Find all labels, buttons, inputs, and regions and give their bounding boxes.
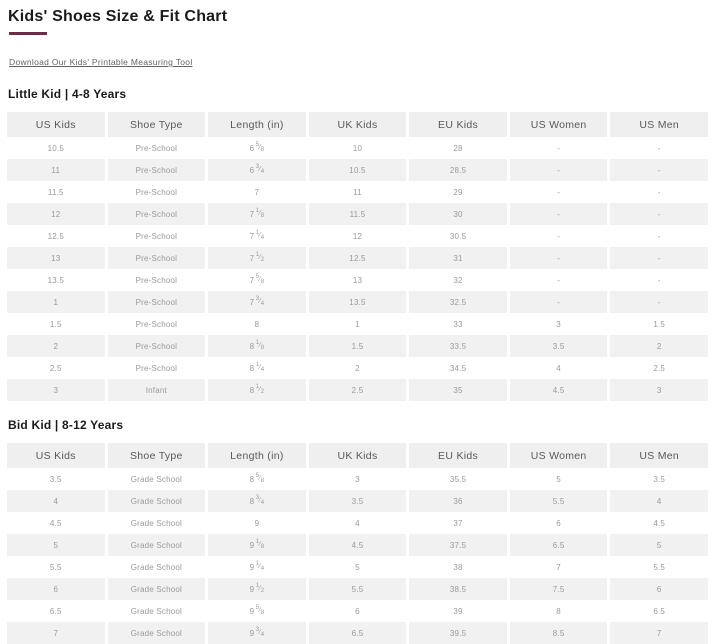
table-cell: - xyxy=(510,203,608,225)
header-cell: EU Kids xyxy=(409,443,507,468)
table-cell: Pre-School xyxy=(108,159,206,181)
table-cell: 12 xyxy=(7,203,105,225)
table-cell: Grade School xyxy=(108,622,206,644)
table-cell: 8 1 ⁄ 8 xyxy=(208,335,306,357)
table-cell: 7 xyxy=(610,622,708,644)
table-cell: 1 xyxy=(7,291,105,313)
table-cell: 3 xyxy=(7,379,105,401)
section-heading-little-kid: Little Kid | 4-8 Years xyxy=(8,87,127,101)
table-cell: 6.5 xyxy=(510,534,608,556)
table-cell: 6.5 xyxy=(610,600,708,622)
table-cell: 3.5 xyxy=(309,490,407,512)
table-cell: 3.5 xyxy=(610,468,708,490)
table-cell: Grade School xyxy=(108,468,206,490)
section-heading-big-kid: Bid Kid | 8-12 Years xyxy=(8,418,124,432)
table-cell: 2 xyxy=(610,335,708,357)
table-cell: 3 xyxy=(610,379,708,401)
table-cell: 10.5 xyxy=(309,159,407,181)
header-cell: EU Kids xyxy=(409,112,507,137)
table-cell: 28 xyxy=(409,137,507,159)
header-cell: US Men xyxy=(610,443,708,468)
table-cell: Infant xyxy=(108,379,206,401)
table-cell: 8.5 xyxy=(510,622,608,644)
header-cell: US Kids xyxy=(7,112,105,137)
header-cell: Shoe Type xyxy=(108,443,206,468)
table-cell: 6 xyxy=(7,578,105,600)
table-cell: 6 3 ⁄ 4 xyxy=(208,159,306,181)
table-cell: 6.5 xyxy=(309,622,407,644)
table-cell: 2 xyxy=(7,335,105,357)
table-cell: - xyxy=(610,247,708,269)
table-cell: 2 xyxy=(309,357,407,379)
table-cell: 8 3 ⁄ 4 xyxy=(208,490,306,512)
table-cell: 1.5 xyxy=(610,313,708,335)
table-cell: 33.5 xyxy=(409,335,507,357)
table-cell: 9 1 ⁄ 8 xyxy=(208,534,306,556)
table-cell: 35 xyxy=(409,379,507,401)
table-cell: - xyxy=(510,247,608,269)
table-cell: Grade School xyxy=(108,578,206,600)
table-cell: - xyxy=(610,181,708,203)
table-cell: 7 1 ⁄ 4 xyxy=(208,225,306,247)
table-cell: Pre-School xyxy=(108,313,206,335)
table-cell: 33 xyxy=(409,313,507,335)
table-row xyxy=(7,622,708,644)
table-cell: 31 xyxy=(409,247,507,269)
table-cell: 8 1 ⁄ 4 xyxy=(208,357,306,379)
table-cell: - xyxy=(510,137,608,159)
table-cell: 36 xyxy=(409,490,507,512)
table-row xyxy=(7,203,708,225)
table-row xyxy=(7,578,708,600)
table-row xyxy=(7,534,708,556)
table-cell: 7 xyxy=(7,622,105,644)
table-cell: 4.5 xyxy=(7,512,105,534)
table-cell: 8 1 ⁄ 2 xyxy=(208,379,306,401)
table-cell: 37 xyxy=(409,512,507,534)
table-row xyxy=(7,379,708,401)
table-row xyxy=(7,490,708,512)
header-cell: Length (in) xyxy=(208,112,306,137)
table-cell: 38 xyxy=(409,556,507,578)
table-cell: 13.5 xyxy=(7,269,105,291)
table-cell: 39.5 xyxy=(409,622,507,644)
table-cell: Pre-School xyxy=(108,225,206,247)
table-cell: 5 xyxy=(7,534,105,556)
table-cell: 3 xyxy=(309,468,407,490)
table-row xyxy=(7,468,708,490)
table-cell: 7 1 ⁄ 2 xyxy=(208,247,306,269)
table-cell: 5.5 xyxy=(309,578,407,600)
header-cell: US Women xyxy=(510,112,608,137)
table-row xyxy=(7,159,708,181)
table-cell: Grade School xyxy=(108,534,206,556)
table-cell: 32.5 xyxy=(409,291,507,313)
table-cell: 7 5 ⁄ 8 xyxy=(208,269,306,291)
table-header-row xyxy=(7,112,708,137)
table-cell: 7 xyxy=(208,181,306,203)
table-row xyxy=(7,291,708,313)
table-cell: 9 5 ⁄ 8 xyxy=(208,600,306,622)
table-cell: 5.5 xyxy=(610,556,708,578)
header-cell: UK Kids xyxy=(309,112,407,137)
table-cell: 35.5 xyxy=(409,468,507,490)
table-row xyxy=(7,247,708,269)
table-cell: 30.5 xyxy=(409,225,507,247)
table-cell: 4 xyxy=(7,490,105,512)
table-cell: 8 xyxy=(208,313,306,335)
table-cell: 7 1 ⁄ 8 xyxy=(208,203,306,225)
table-cell: 4.5 xyxy=(510,379,608,401)
table-cell: 4 xyxy=(510,357,608,379)
table-cell: Grade School xyxy=(108,600,206,622)
table-cell: 3 xyxy=(510,313,608,335)
table-cell: 12.5 xyxy=(309,247,407,269)
table-cell: 28.5 xyxy=(409,159,507,181)
table-cell: 37.5 xyxy=(409,534,507,556)
table-cell: 6 xyxy=(510,512,608,534)
table-cell: 13 xyxy=(309,269,407,291)
table-cell: 5.5 xyxy=(7,556,105,578)
table-row xyxy=(7,357,708,379)
table-cell: Pre-School xyxy=(108,203,206,225)
table-cell: Pre-School xyxy=(108,291,206,313)
download-measuring-tool-link[interactable]: Download Our Kids' Printable Measuring Tool xyxy=(9,57,193,67)
little-kid-size-table xyxy=(7,112,708,401)
table-cell: - xyxy=(610,137,708,159)
table-cell: 9 xyxy=(208,512,306,534)
table-cell: 1 xyxy=(309,313,407,335)
big-kid-size-table xyxy=(7,443,708,644)
table-cell: 3.5 xyxy=(7,468,105,490)
table-cell: 12.5 xyxy=(7,225,105,247)
table-cell: 13 xyxy=(7,247,105,269)
table-cell: 29 xyxy=(409,181,507,203)
table-cell: - xyxy=(510,181,608,203)
table-cell: 4 xyxy=(309,512,407,534)
table-cell: Grade School xyxy=(108,556,206,578)
table-cell: Pre-School xyxy=(108,357,206,379)
header-cell: Shoe Type xyxy=(108,112,206,137)
table-row xyxy=(7,313,708,335)
table-cell: Pre-School xyxy=(108,335,206,357)
table-cell: - xyxy=(510,269,608,291)
table-cell: 6 xyxy=(610,578,708,600)
table-cell: 9 1 ⁄ 4 xyxy=(208,556,306,578)
table-cell: 2.5 xyxy=(7,357,105,379)
table-cell: 5 xyxy=(510,468,608,490)
table-cell: - xyxy=(610,269,708,291)
table-cell: 4.5 xyxy=(610,512,708,534)
header-cell: Length (in) xyxy=(208,443,306,468)
table-cell: 30 xyxy=(409,203,507,225)
table-row xyxy=(7,181,708,203)
header-cell: US Kids xyxy=(7,443,105,468)
table-cell: - xyxy=(510,159,608,181)
table-row xyxy=(7,512,708,534)
table-cell: 6.5 xyxy=(7,600,105,622)
table-cell: 4.5 xyxy=(309,534,407,556)
table-cell: 7 xyxy=(510,556,608,578)
table-cell: 2.5 xyxy=(309,379,407,401)
table-cell: Pre-School xyxy=(108,247,206,269)
header-cell: UK Kids xyxy=(309,443,407,468)
table-cell: 5.5 xyxy=(510,490,608,512)
table-cell: Grade School xyxy=(108,490,206,512)
table-cell: - xyxy=(610,159,708,181)
table-cell: 7 3 ⁄ 4 xyxy=(208,291,306,313)
table-cell: 34.5 xyxy=(409,357,507,379)
table-cell: 38.5 xyxy=(409,578,507,600)
table-cell: 4 xyxy=(610,490,708,512)
table-cell: 5 xyxy=(309,556,407,578)
table-cell: 2.5 xyxy=(610,357,708,379)
table-cell: 9 3 ⁄ 4 xyxy=(208,622,306,644)
table-cell: 6 xyxy=(309,600,407,622)
table-cell: Pre-School xyxy=(108,181,206,203)
header-cell: US Men xyxy=(610,112,708,137)
table-cell: Grade School xyxy=(108,512,206,534)
table-cell: 1.5 xyxy=(7,313,105,335)
table-cell: 8 xyxy=(510,600,608,622)
table-header-row xyxy=(7,443,708,468)
table-row xyxy=(7,600,708,622)
table-cell: 11.5 xyxy=(7,181,105,203)
table-cell: 32 xyxy=(409,269,507,291)
table-cell: 1.5 xyxy=(309,335,407,357)
table-cell: 13.5 xyxy=(309,291,407,313)
table-cell: - xyxy=(510,291,608,313)
table-cell: 9 1 ⁄ 2 xyxy=(208,578,306,600)
table-cell: 8 5 ⁄ 8 xyxy=(208,468,306,490)
table-cell: - xyxy=(510,225,608,247)
page-title: Kids' Shoes Size & Fit Chart xyxy=(8,8,228,25)
table-cell: 6 5 ⁄ 8 xyxy=(208,137,306,159)
table-cell: 7.5 xyxy=(510,578,608,600)
table-cell: 12 xyxy=(309,225,407,247)
table-cell: 11 xyxy=(309,181,407,203)
table-cell: Pre-School xyxy=(108,137,206,159)
table-cell: 3.5 xyxy=(510,335,608,357)
table-cell: - xyxy=(610,225,708,247)
table-cell: 39 xyxy=(409,600,507,622)
table-cell: 11.5 xyxy=(309,203,407,225)
table-cell: 5 xyxy=(610,534,708,556)
accent-underline-bar xyxy=(9,32,47,35)
table-row xyxy=(7,335,708,357)
table-row xyxy=(7,556,708,578)
table-cell: 10.5 xyxy=(7,137,105,159)
header-cell: US Women xyxy=(510,443,608,468)
table-cell: 11 xyxy=(7,159,105,181)
table-cell: 10 xyxy=(309,137,407,159)
table-row xyxy=(7,225,708,247)
table-cell: - xyxy=(610,203,708,225)
table-row xyxy=(7,137,708,159)
table-cell: Pre-School xyxy=(108,269,206,291)
table-cell: - xyxy=(610,291,708,313)
table-row xyxy=(7,269,708,291)
